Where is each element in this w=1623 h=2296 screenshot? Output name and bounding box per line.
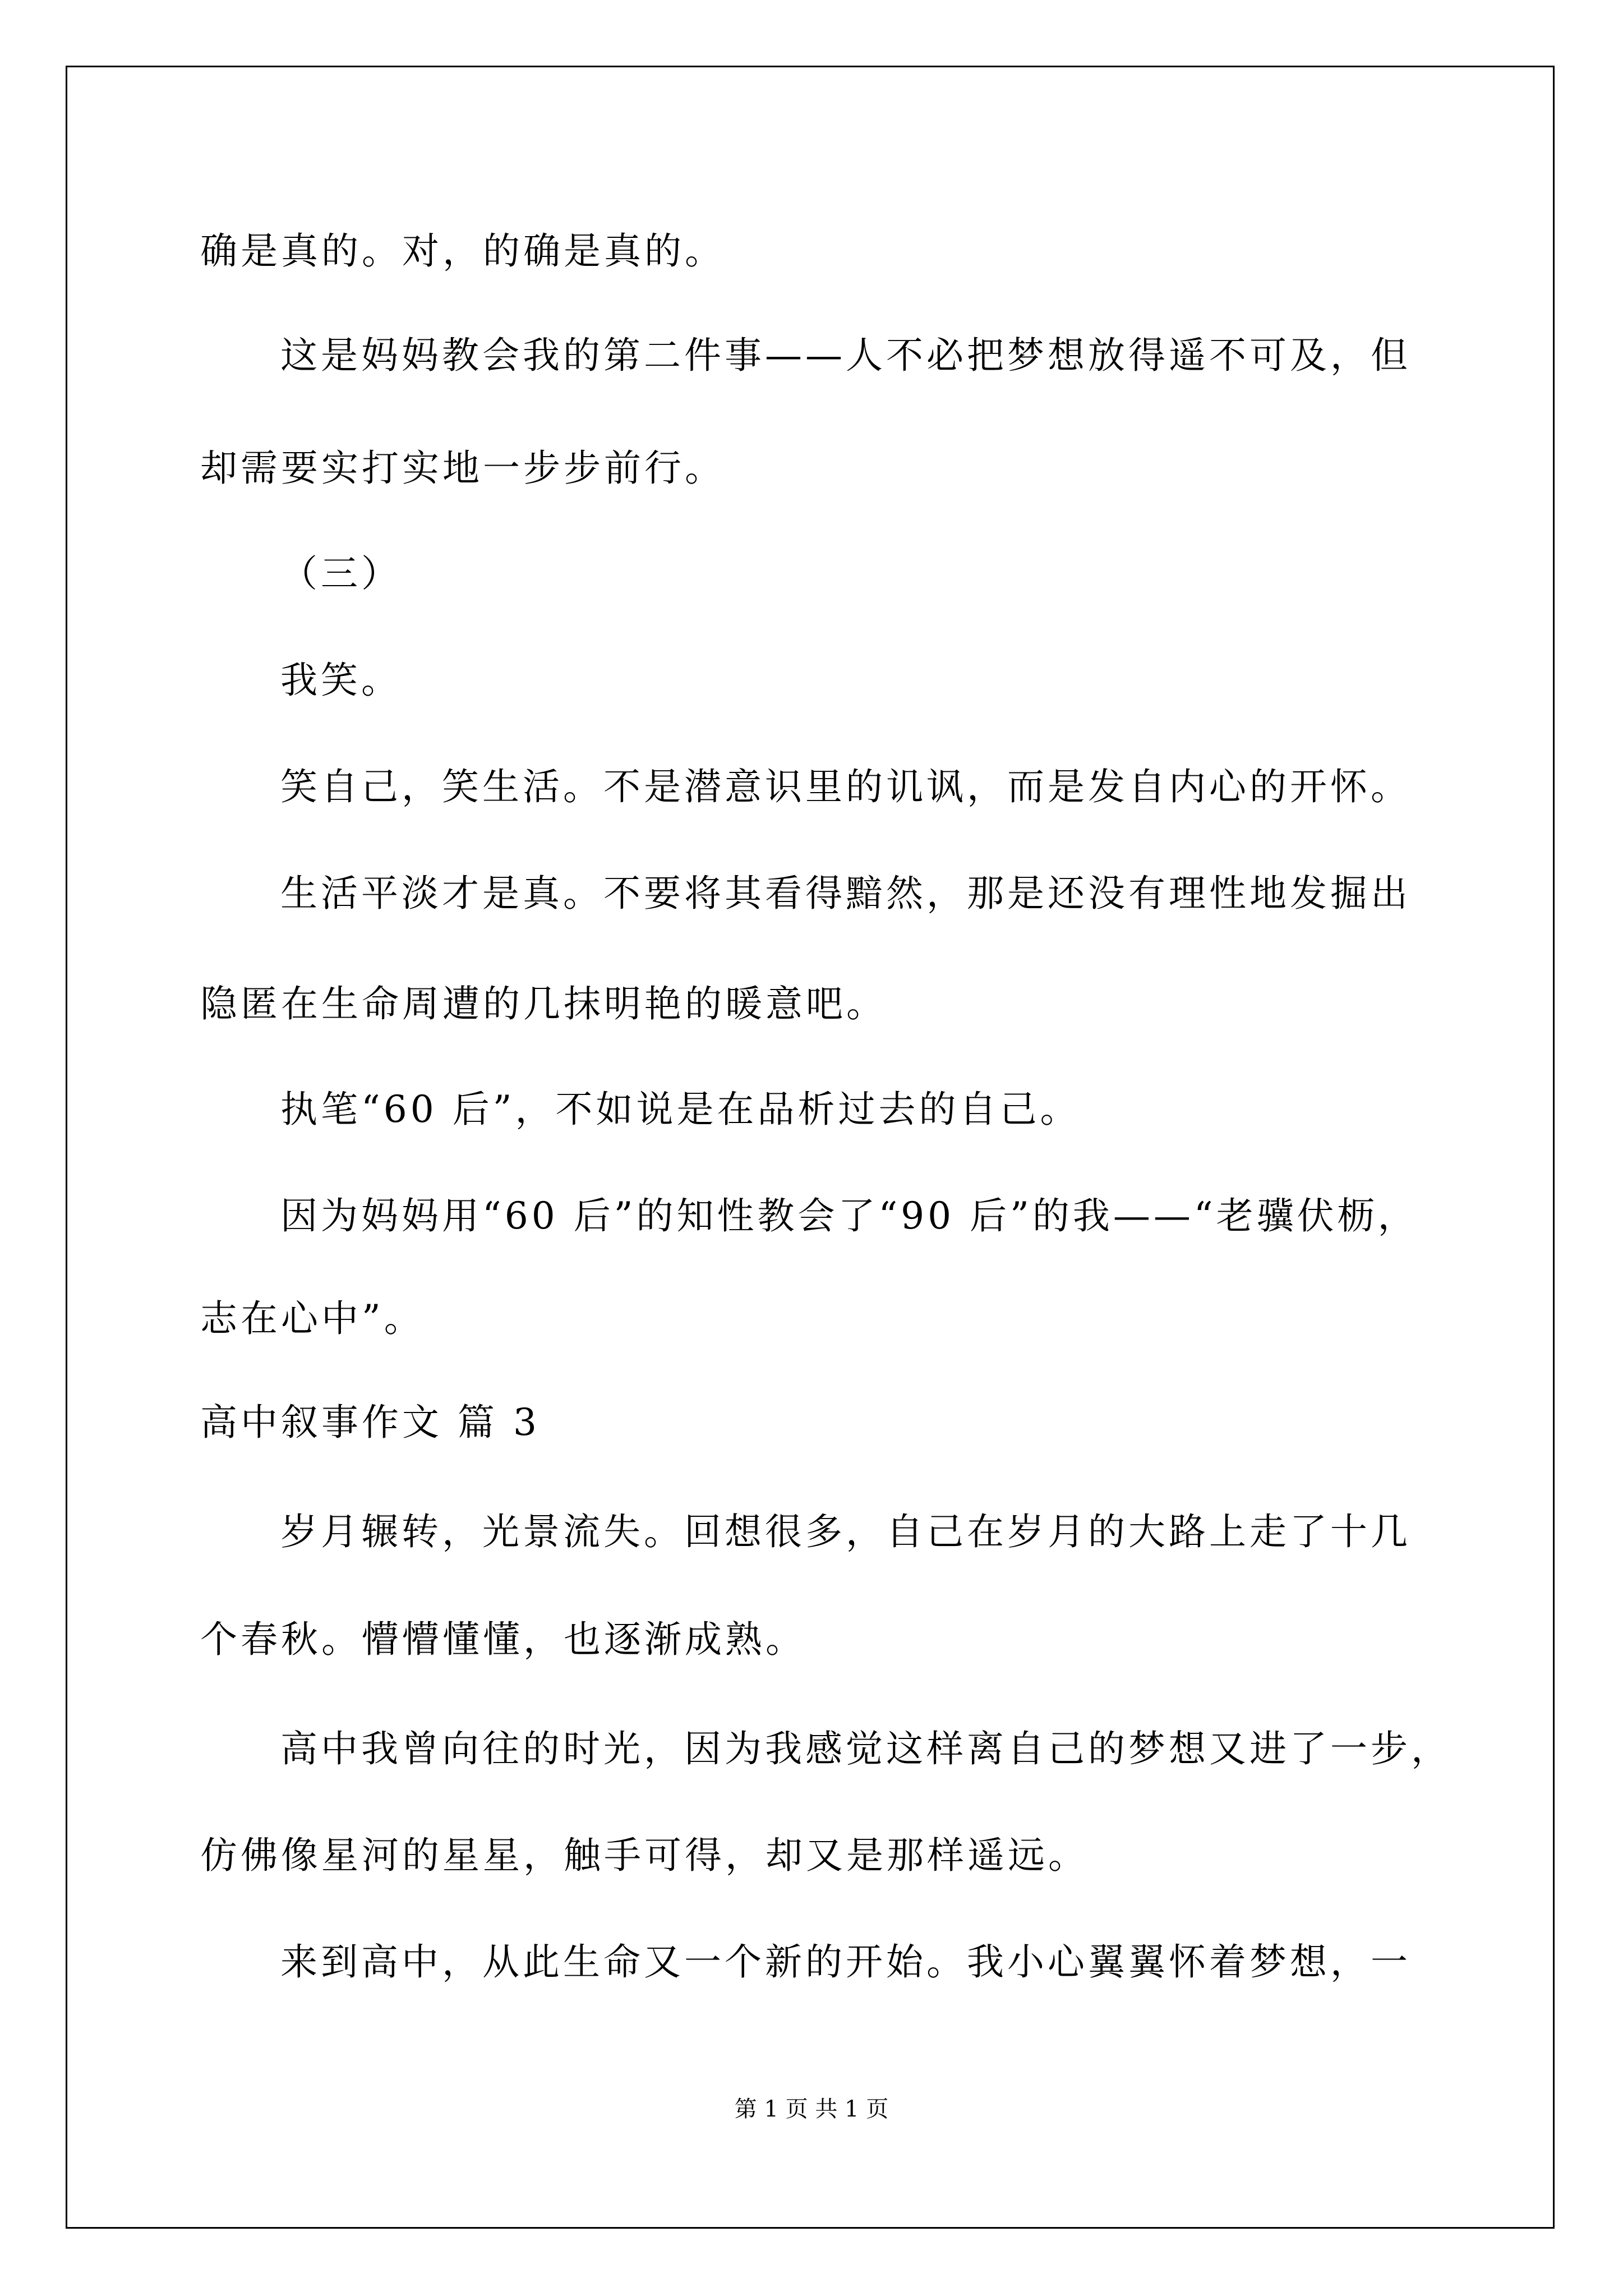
text-line: 因为妈妈用“60 后”的知性教会了“90 后”的我——“老骥伏枥， bbox=[280, 1194, 1418, 1237]
text-line: 却需要实打实地一步步前行。 bbox=[200, 447, 725, 490]
text-line: 执笔“60 后”，不如说是在品析过去的自己。 bbox=[280, 1088, 1081, 1131]
section-marker: （三） bbox=[280, 552, 402, 595]
text-line: 隐匿在生命周遭的几抹明艳的暖意吧。 bbox=[200, 982, 887, 1025]
text-line: 个春秋。懵懵懂懂，也逐渐成熟。 bbox=[200, 1618, 806, 1661]
text-line: 岁月辗转，光景流失。回想很多，自己在岁月的大路上走了十几 bbox=[280, 1510, 1411, 1553]
text-line: 高中我曾向往的时光，因为我感觉这样离自己的梦想又进了一步， bbox=[280, 1727, 1451, 1770]
page-border bbox=[66, 66, 1555, 2229]
text-line: 志在心中”。 bbox=[200, 1297, 425, 1340]
text-line: 我笑。 bbox=[280, 659, 402, 702]
text-line: 确是真的。对，的确是真的。 bbox=[200, 229, 725, 273]
page-footer: 第 1 页 共 1 页 bbox=[734, 2096, 889, 2122]
article-heading: 高中叙事作文 篇 3 bbox=[200, 1401, 540, 1444]
text-line: 仿佛像星河的星星，触手可得，却又是那样遥远。 bbox=[200, 1834, 1089, 1877]
text-line: 笑自己，笑生活。不是潜意识里的讥讽，而是发自内心的开怀。 bbox=[280, 765, 1411, 808]
text-line: 生活平淡才是真。不要将其看得黯然，那是还没有理性地发掘出 bbox=[280, 872, 1411, 915]
text-line: 这是妈妈教会我的第二件事——人不必把梦想放得遥不可及，但 bbox=[280, 334, 1411, 377]
text-line: 来到高中，从此生命又一个新的开始。我小心翼翼怀着梦想，一 bbox=[280, 1940, 1411, 1984]
